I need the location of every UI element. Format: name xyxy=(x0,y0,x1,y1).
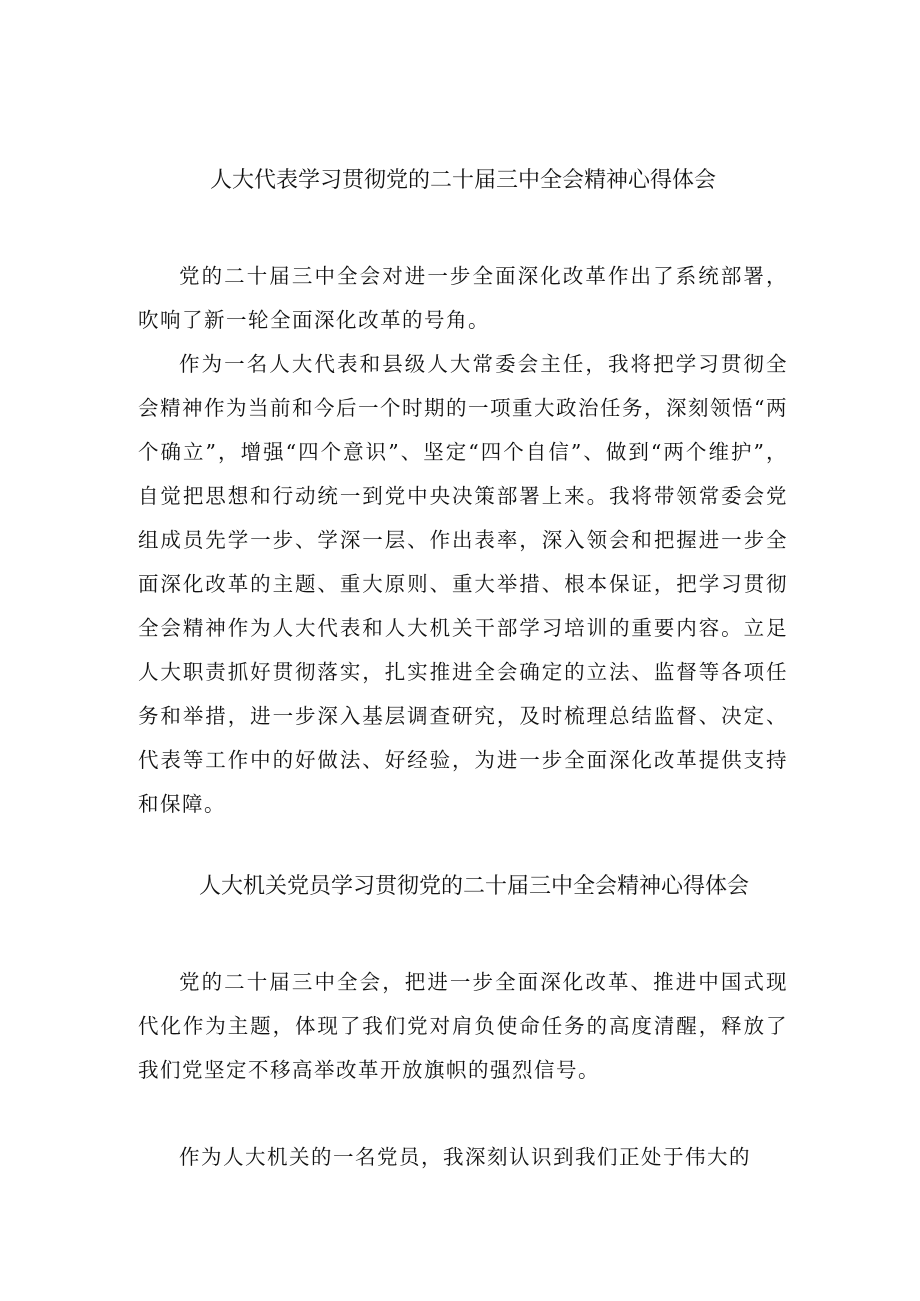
paragraph: 党的二十届三中全会，把进一步全面深化改革、推进中国式现代化作为主题，体现了我们党对肩负使命任务的高度清醒，释放了我们党坚定不移高举改革开放旗帜的强烈信号。 xyxy=(138,970,788,1082)
article-title: 人大代表学习贯彻党的二十届三中全会精神心得体会 xyxy=(209,168,716,193)
article-title: 人大机关党员学习贯彻党的二十届三中全会精神心得体会 xyxy=(198,874,749,899)
paragraph: 作为人大机关的一名党员，我深刻认识到我们正处于伟大的 xyxy=(179,1145,751,1169)
paragraph: 党的二十届三中全会对进一步全面深化改革作出了系统部署，吹响了新一轮全面深化改革的号角。 xyxy=(138,264,788,332)
paragraph: 作为一名人大代表和县级人大常委会主任，我将把学习贯彻全会精神作为当前和今后一个时期的一项重大政治任务，深刻领悟“两个确立”，增强“四个意识”、坚定“四个自信”、做到“两个维护”，自觉把思想和行动统一到党中央决策部署上来。我将带领常委会党组成员先学一步、学深一层、作出表率，深入领会和把握进一步全面深化改革的主题、重大原则、重大举措、根本保证，把学习贯彻全会精神作为人大代表和人大机关干部学习培训的重要内容。立足人大职责抓好贯彻落实，扎实推进全会确定的立法、监督等各项任务和举措，进一步深入基层调查研究，及时梳理总结监督、决定、代表等工作中的好做法、好经验，为进一步全面深化改革提供支持和保障。 xyxy=(138,352,788,816)
